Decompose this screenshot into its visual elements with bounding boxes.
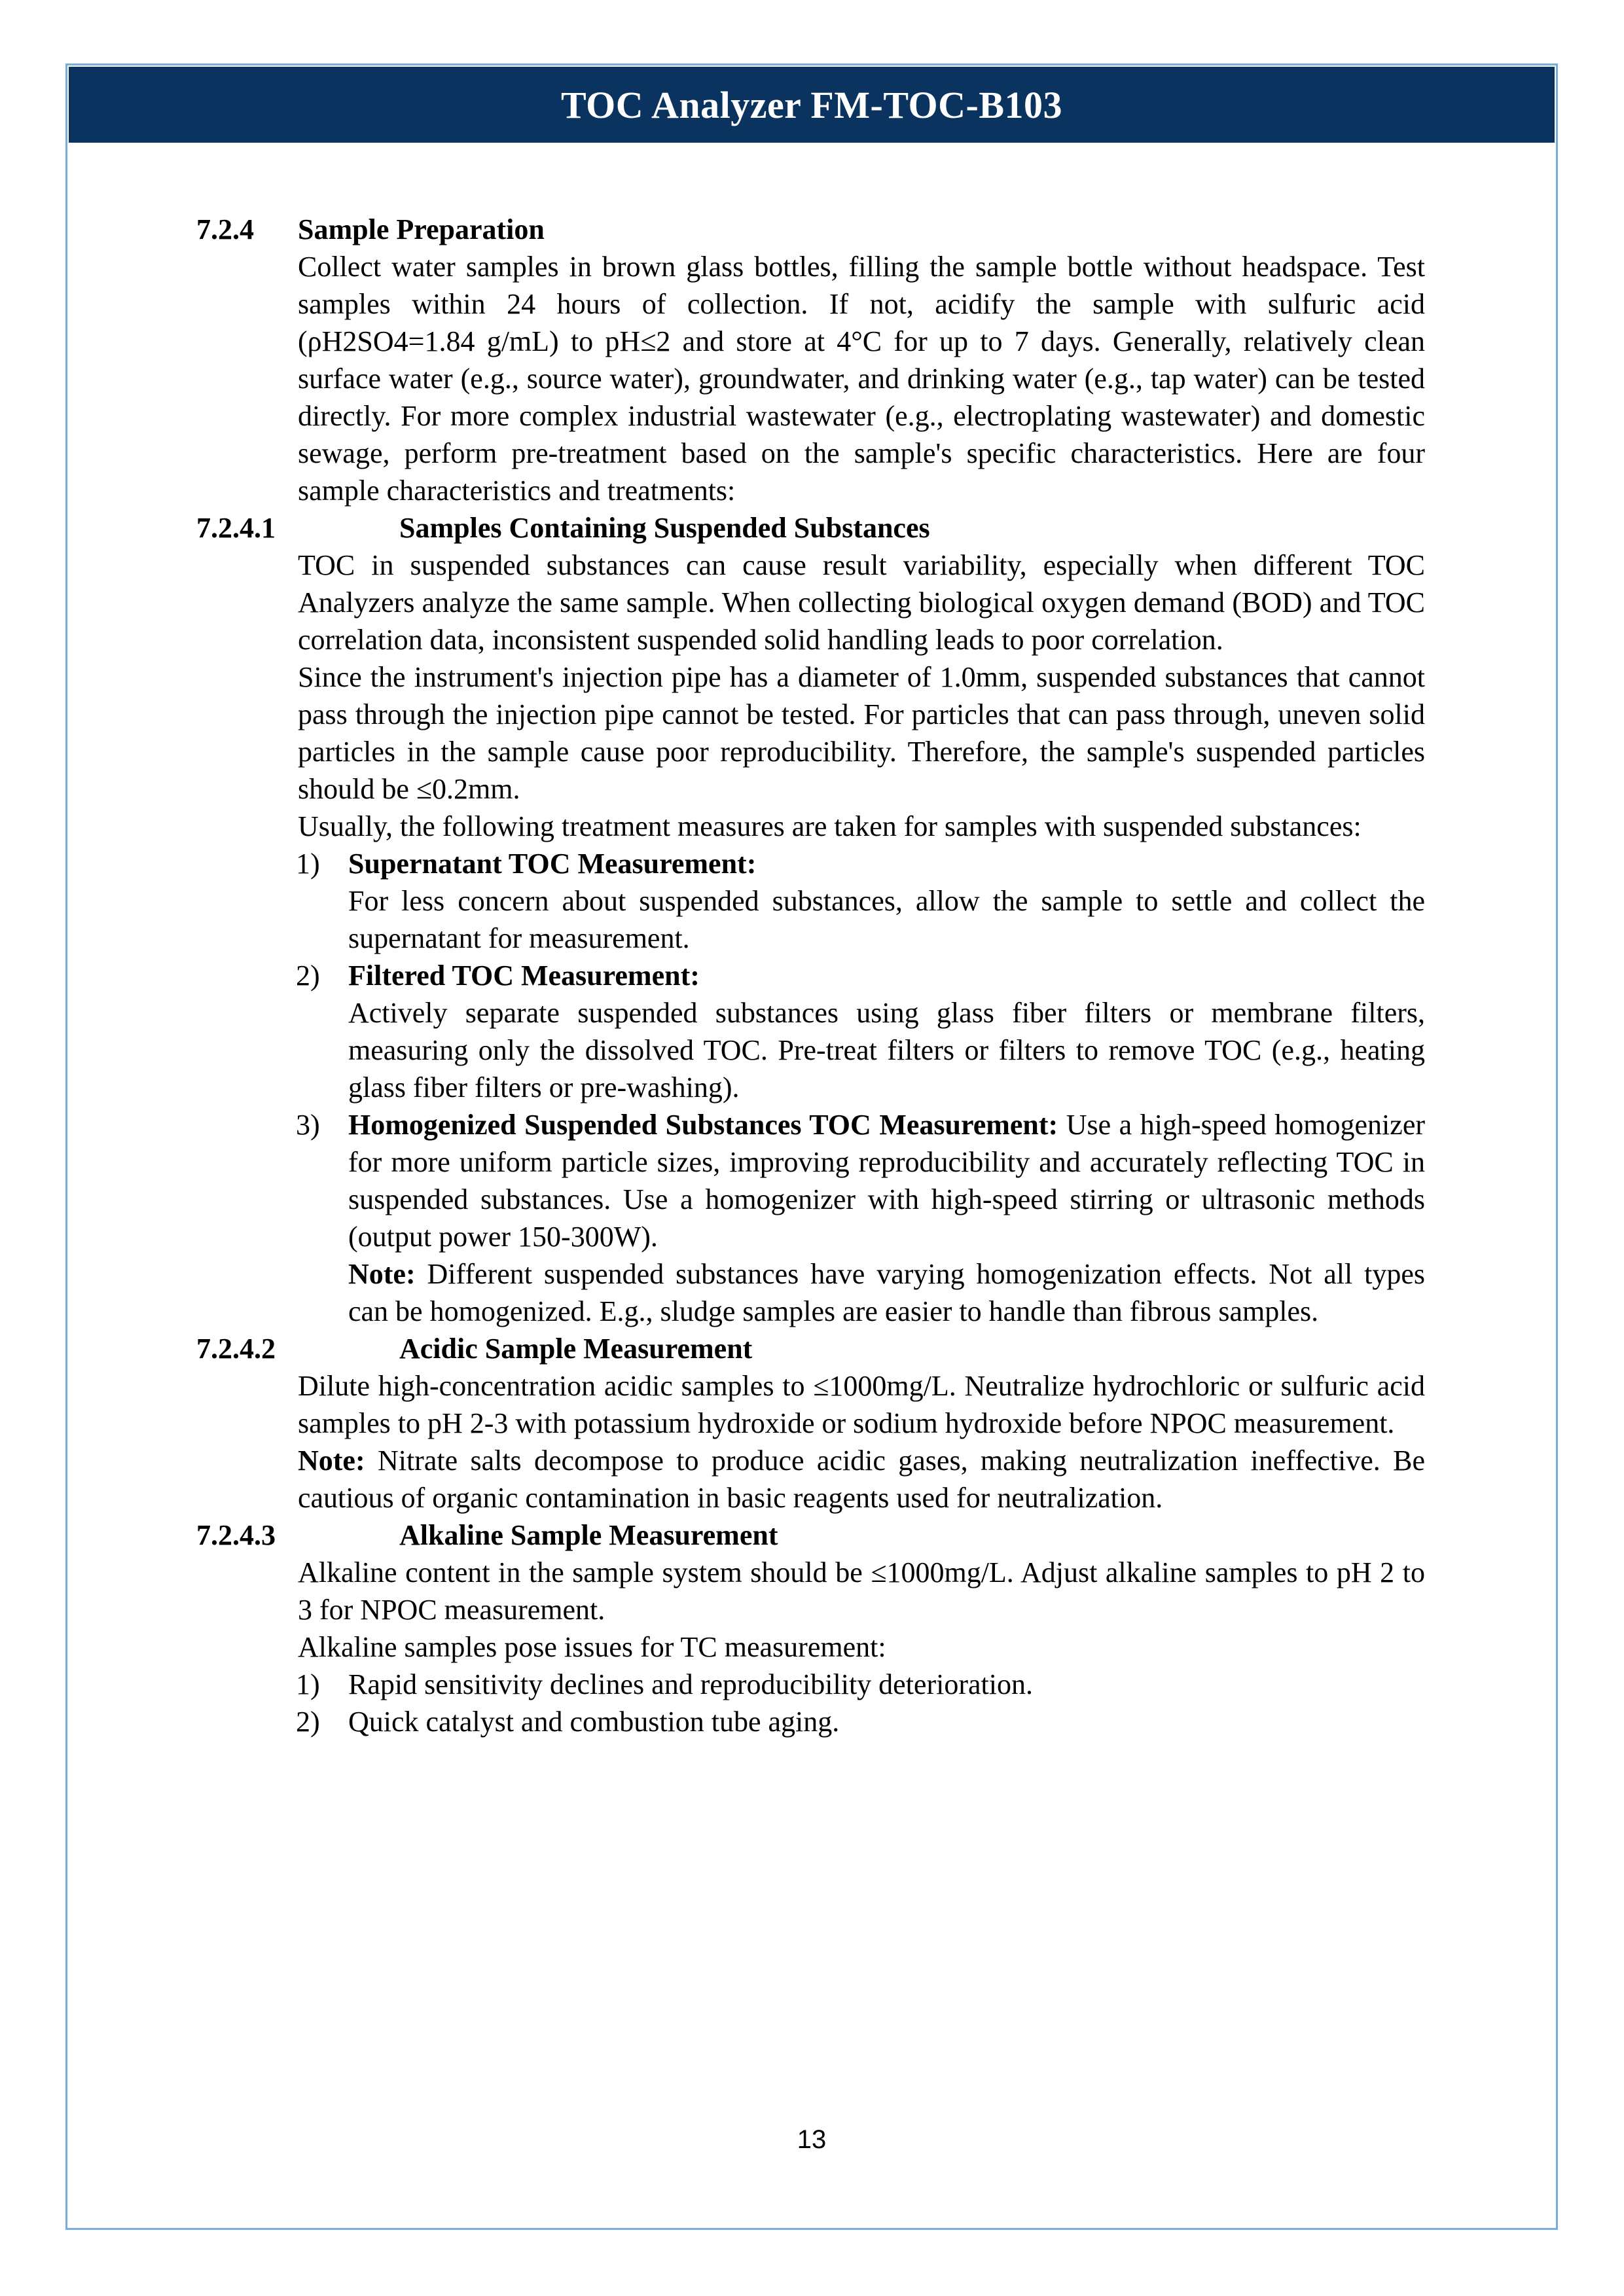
- bold-text: Homogenized Suspended Substances TOC Measurement:: [348, 1109, 1058, 1141]
- body-text: Alkaline samples pose issues for TC measurement:: [298, 1631, 886, 1663]
- body-text: Rapid sensitivity declines and reproducibility deterioration.: [348, 1668, 1033, 1700]
- section-number: 7.2.4: [196, 213, 254, 245]
- list-item: [298, 1703, 1425, 1740]
- list-continuation: [298, 1255, 1425, 1330]
- body-text: TOC in suspended substances can cause result variability, especially when different TOC Analyzers analyze the same sample. When collecting biological oxygen demand (BOD) and TOC correlation data, inconsistent suspended solid handling leads to poor correlation.: [298, 549, 1425, 656]
- paragraph: [298, 1442, 1425, 1516]
- list-marker: 2): [296, 960, 320, 992]
- paragraph: [298, 248, 1425, 509]
- list-marker: 1): [296, 1668, 320, 1700]
- section-title: Alkaline Sample Measurement: [399, 1519, 778, 1551]
- body-text: Collect water samples in brown glass bottles, filling the sample bottle without headspace. Test samples within 24 hours of collection. If not, acidify the sample with sulfuric acid (ρH2SO4=1.84 g/mL) to pH≤2 and store at 4°C for up to 7 days. Generally, relatively clean surface water (e.g., source water), groundwater, and drinking water (e.g., tap water) can be tested directly. For more complex industrial wastewater (e.g., electroplating wastewater) and domestic sewage, perform pre-treatment based on the sample's specific characteristics. Here are four sample characteristics and treatments:: [298, 251, 1425, 507]
- document-title: TOC Analyzer FM-TOC-B103: [561, 83, 1062, 126]
- paragraph: [298, 1367, 1425, 1442]
- body-text: Actively separate suspended substances using glass fiber filters or membrane filters, measuring only the dissolved TOC. Pre-treat filters or filters to remove TOC (e.g., heating glass fiber filters or pre-washing).: [348, 997, 1425, 1103]
- document-content: [67, 143, 1556, 1740]
- section-title: Acidic Sample Measurement: [399, 1333, 753, 1365]
- list-marker: 1): [296, 848, 320, 880]
- section-number: 7.2.4.3: [196, 1519, 276, 1551]
- subsection-heading: [196, 1516, 1425, 1554]
- section-number: 7.2.4.1: [196, 512, 276, 544]
- section-title: Sample Preparation: [298, 213, 545, 245]
- body-text: For less concern about suspended substances, allow the sample to settle and collect the supernatant for measurement.: [348, 885, 1425, 954]
- header-band: [69, 67, 1555, 143]
- bold-text: Filtered TOC Measurement:: [348, 960, 700, 992]
- body-text: Usually, the following treatment measures are taken for samples with suspended substances:: [298, 810, 1362, 842]
- bold-text: Note:: [298, 1444, 365, 1477]
- section-title: Samples Containing Suspended Substances: [399, 512, 930, 544]
- section-number: 7.2.4.2: [196, 1333, 276, 1365]
- paragraph: [298, 808, 1425, 845]
- list-continuation: [298, 994, 1425, 1106]
- list-item: [298, 845, 1425, 882]
- body-text: Dilute high-concentration acidic samples to ≤1000mg/L. Neutralize hydrochloric or sulfuric acid samples to pH 2-3 with potassium hydroxide or sodium hydroxide before NPOC measurement.: [298, 1370, 1425, 1439]
- subsection-heading: [196, 1330, 1425, 1367]
- paragraph: [298, 1554, 1425, 1628]
- body-text: Since the instrument's injection pipe has a diameter of 1.0mm, suspended substances that cannot pass through the injection pipe cannot be tested. For particles that can pass through, uneven solid particles in the sample cause poor reproducibility. Therefore, the sample's suspended particles should be ≤0.2mm.: [298, 661, 1425, 805]
- paragraph: [298, 1628, 1425, 1666]
- subsection-heading: [196, 509, 1425, 547]
- section-heading: [196, 211, 1425, 248]
- body-text: Quick catalyst and combustion tube aging.: [348, 1706, 840, 1738]
- body-text: Nitrate salts decompose to produce acidic gases, making neutralization ineffective. Be cautious of organic contamination in basic reagents used for neutralization.: [298, 1444, 1425, 1514]
- bold-text: Supernatant TOC Measurement:: [348, 848, 757, 880]
- list-item: [298, 1106, 1425, 1255]
- list-continuation: [298, 882, 1425, 957]
- list-marker: 3): [296, 1109, 320, 1141]
- body-text: Alkaline content in the sample system should be ≤1000mg/L. Adjust alkaline samples to pH 2 to 3 for NPOC measurement.: [298, 1556, 1425, 1626]
- list-marker: 2): [296, 1706, 320, 1738]
- page-number: 13: [797, 2125, 827, 2154]
- paragraph: [298, 658, 1425, 808]
- body-text: Use a high-speed homogenizer for more uniform particle sizes, improving reproducibility and accurately reflecting TOC in suspended substances. Use a homogenizer with high-speed stirring or ultrasonic methods (output power 150-300W).: [348, 1109, 1425, 1253]
- page-frame: [65, 63, 1558, 2230]
- bold-text: Note:: [348, 1258, 416, 1290]
- body-text: Different suspended substances have varying homogenization effects. Not all types can be homogenized. E.g., sludge samples are easier to handle than fibrous samples.: [348, 1258, 1425, 1327]
- paragraph: [298, 547, 1425, 658]
- list-item: [298, 957, 1425, 994]
- list-item: [298, 1666, 1425, 1703]
